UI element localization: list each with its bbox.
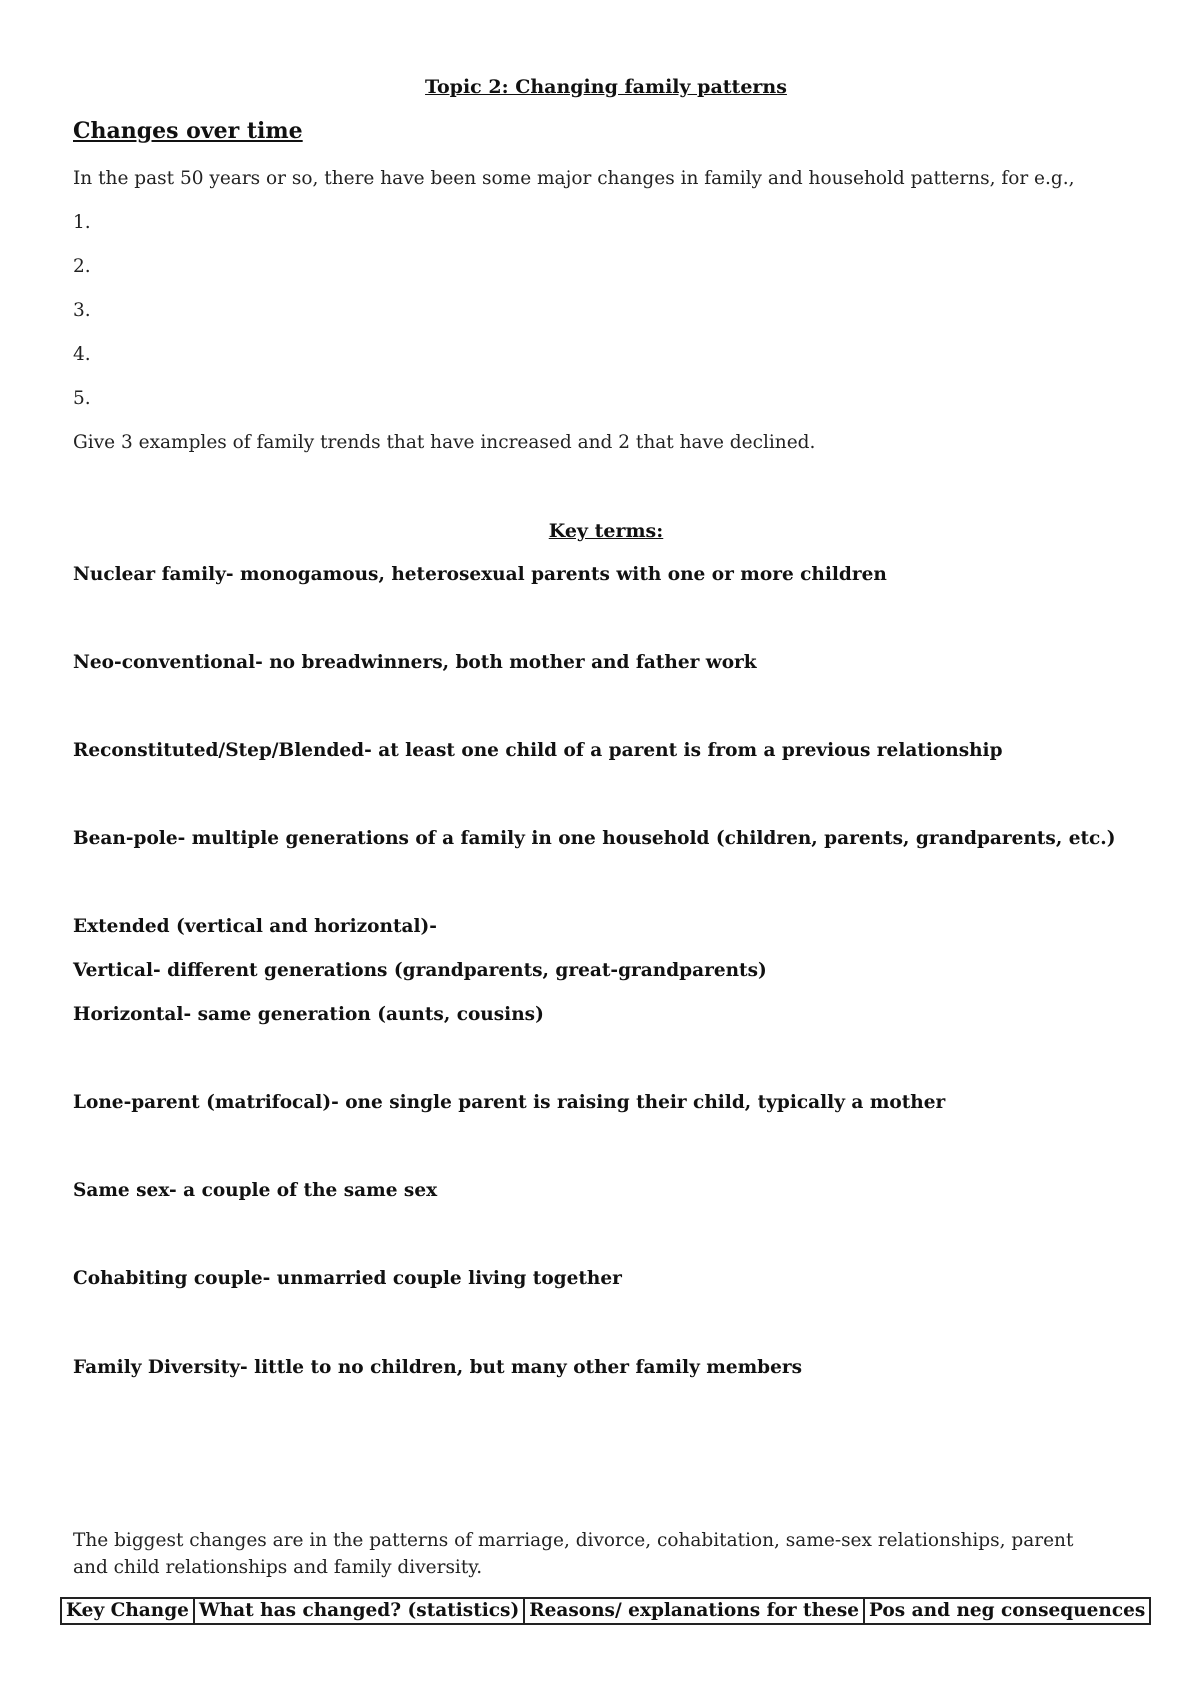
numbered-item: 3. (73, 300, 91, 321)
key-term-reconstituted: Reconstituted/Step/Blended- at least one child of a parent is from a previous relationship (73, 740, 1003, 761)
key-term-same-sex: Same sex- a couple of the same sex (73, 1180, 438, 1201)
numbered-item: 4. (73, 344, 91, 365)
changes-table (60, 1597, 1151, 1625)
table-header-key-change: Key Change (61, 1598, 194, 1624)
key-term-nuclear: Nuclear family- monogamous, heterosexual parents with one or more children (73, 564, 887, 585)
key-term-vertical: Vertical- different generations (grandparents, great-grandparents) (73, 960, 767, 981)
key-term-horizontal: Horizontal- same generation (aunts, cousins) (73, 1004, 544, 1025)
table-header-reasons: Reasons/ explanations for these (524, 1598, 864, 1624)
key-term-bean-pole: Bean-pole- multiple generations of a family in one household (children, parents, grandparents, etc.) (73, 828, 1116, 849)
key-term-family-diversity: Family Diversity- little to no children, but many other family members (73, 1357, 803, 1378)
section-heading: Changes over time (73, 118, 303, 144)
key-term-extended: Extended (vertical and horizontal)- (73, 916, 437, 937)
table-header-what-changed: What has changed? (statistics) (194, 1598, 524, 1624)
intro-text: In the past 50 years or so, there have been some major changes in family and household patterns, for e.g., (73, 168, 1075, 189)
numbered-item: 5. (73, 388, 91, 409)
numbered-item: 2. (73, 256, 91, 277)
key-term-neo-conventional: Neo-conventional- no breadwinners, both mother and father work (73, 652, 757, 673)
instruction-text: Give 3 examples of family trends that have increased and 2 that have declined. (73, 432, 816, 453)
table-header-row (61, 1598, 1150, 1624)
numbered-item: 1. (73, 212, 91, 233)
document-title: Topic 2: Changing family patterns (425, 76, 787, 98)
key-terms-heading: Key terms: (548, 520, 664, 542)
closing-paragraph: The biggest changes are in the patterns of marriage, divorce, cohabitation, same-sex relationships, parent and child relationships and family diversity. (73, 1530, 1074, 1578)
key-term-cohabiting: Cohabiting couple- unmarried couple living together (73, 1268, 622, 1289)
table-header-consequences: Pos and neg consequences (864, 1598, 1150, 1624)
key-term-lone-parent: Lone-parent (matrifocal)- one single parent is raising their child, typically a mother (73, 1092, 946, 1113)
